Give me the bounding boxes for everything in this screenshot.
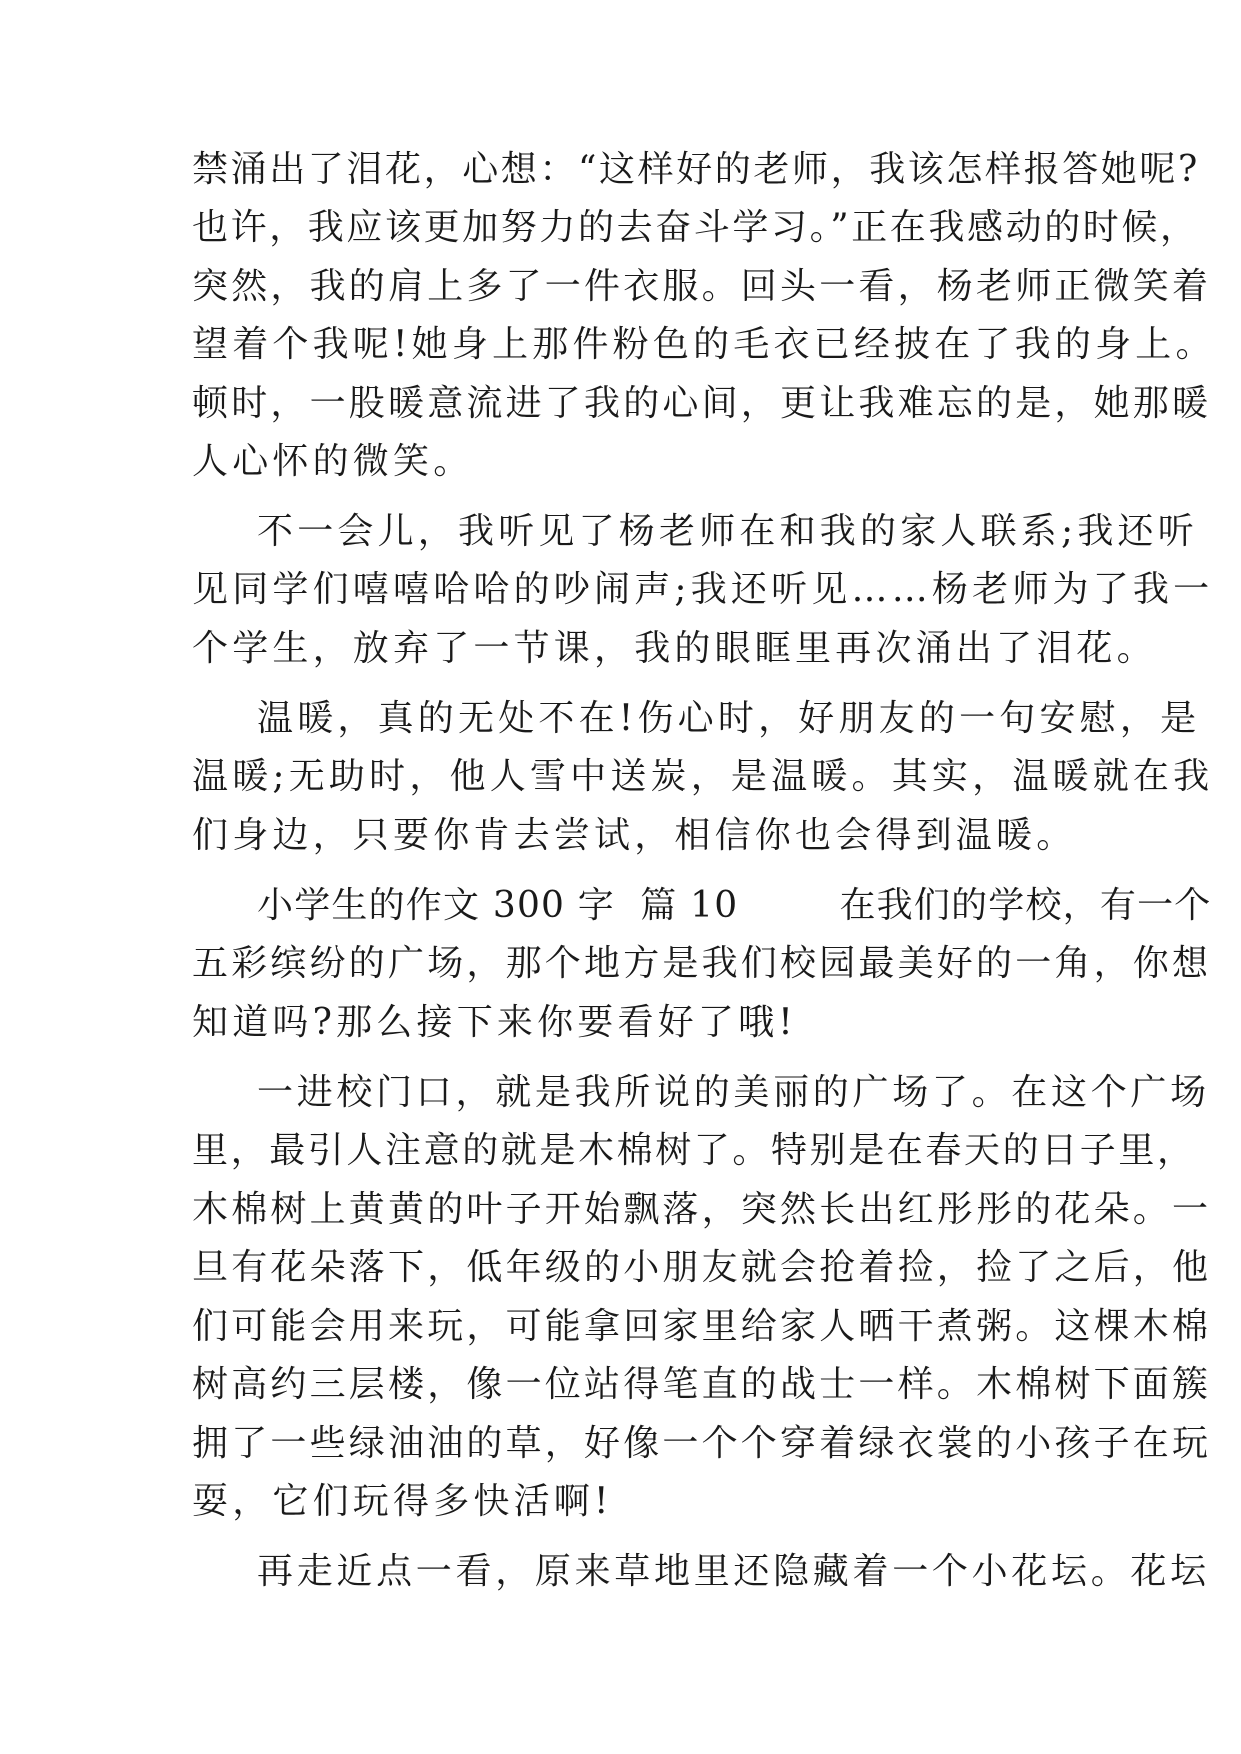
text-line: 树高约三层楼，像一位站得笔直的战士一样。木棉树下面簇 bbox=[192, 1364, 1212, 1405]
text-line: 知道吗?那么接下来你要看好了哦! bbox=[192, 1002, 797, 1043]
text-line: 温暖，真的无处不在!伤心时，好朋友的一句安慰，是 bbox=[257, 698, 1201, 739]
text-line: 五彩缤纷的广场，那个地方是我们校园最美好的一角，你想 bbox=[192, 943, 1212, 984]
text-line: 一进校门口，就是我所说的美丽的广场了。在这个广场 bbox=[257, 1072, 1210, 1113]
text-line: 人心怀的微笑。 bbox=[192, 441, 474, 482]
text-line: 个学生，放弃了一节课，我的眼眶里再次涌出了泪花。 bbox=[192, 628, 1157, 669]
text-line: 们身边，只要你肯去尝试，相信你也会得到温暖。 bbox=[192, 815, 1077, 856]
text-line: 里，最引人注意的就是木棉树了。特别是在春天的日子里， bbox=[192, 1130, 1196, 1171]
text-line: 们可能会用来玩，可能拿回家里给家人晒干煮粥。这棵木棉 bbox=[192, 1306, 1212, 1347]
text-line: 旦有花朵落下，低年级的小朋友就会抢着捡，捡了之后，他 bbox=[192, 1247, 1212, 1288]
text-line: 突然，我的肩上多了一件衣服。回头一看，杨老师正微笑着 bbox=[192, 266, 1212, 307]
text-line: 再走近点一看，原来草地里还隐藏着一个小花坛。花坛 bbox=[257, 1551, 1210, 1592]
text-line: 拥了一些绿油油的草，好像一个个穿着绿衣裳的小孩子在玩 bbox=[192, 1423, 1212, 1464]
text-line: 木棉树上黄黄的叶子开始飘落，突然长出红彤彤的花朵。一 bbox=[192, 1189, 1212, 1230]
text-line: 顿时，一股暖意流进了我的心间，更让我难忘的是，她那暖 bbox=[192, 383, 1212, 424]
text-line: 也许，我应该更加努力的去奋斗学习。”正在我感动的时候， bbox=[192, 207, 1199, 248]
text-line: 温暖;无助时，他人雪中送炭，是温暖。其实，温暖就在我 bbox=[192, 756, 1214, 797]
text-line: 禁涌出了泪花，心想：“这样好的老师，我该怎样报答她呢? bbox=[192, 149, 1200, 190]
text-line: 耍，它们玩得多快活啊! bbox=[192, 1481, 613, 1522]
text-line: 见同学们嘻嘻哈哈的吵闹声;我还听见……杨老师为了我一 bbox=[192, 569, 1214, 610]
section-heading-line: 小学生的作文 300 字 篇 10 在我们的学校，有一个 bbox=[257, 885, 1212, 926]
text-line: 望着个我呢!她身上那件粉色的毛衣已经披在了我的身上。 bbox=[192, 324, 1216, 365]
text-line: 不一会儿，我听见了杨老师在和我的家人联系;我还听 bbox=[257, 511, 1198, 552]
